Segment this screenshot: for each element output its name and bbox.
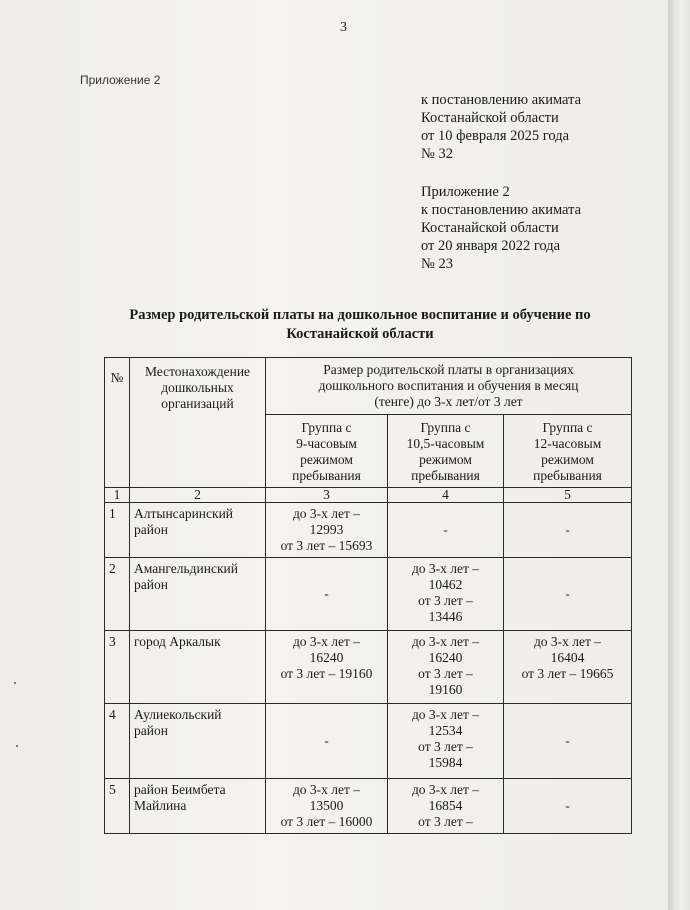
column-number: 2 bbox=[130, 488, 266, 503]
fee-group-9: до 3-х лет – 12993 от 3 лет – 15693 bbox=[266, 503, 388, 558]
table-row bbox=[105, 779, 632, 834]
fee-group-12: - bbox=[504, 704, 632, 779]
row-num: 5 bbox=[105, 779, 130, 834]
resolution-reference-current bbox=[421, 91, 581, 163]
reference-line: к постановлению акимата bbox=[421, 202, 582, 218]
row-location: Амангельдинский район bbox=[130, 558, 266, 631]
reference-line: Костанайской области bbox=[421, 110, 559, 126]
column-number: 4 bbox=[388, 488, 504, 503]
fee-group-10: до 3-х лет – 12534 от 3 лет – 15984 bbox=[388, 704, 504, 779]
resolution-reference-original bbox=[421, 183, 581, 273]
fee-group-12: - bbox=[504, 503, 632, 558]
column-number: 5 bbox=[504, 488, 632, 503]
fee-group-10: до 3-х лет – 16854 от 3 лет – bbox=[388, 779, 504, 834]
fee-group-9: - bbox=[266, 704, 388, 779]
header-num: № bbox=[105, 358, 130, 488]
fee-group-9: до 3-х лет – 13500 от 3 лет – 16000 bbox=[266, 779, 388, 834]
header-group-10: Группа с 10,5-часовым режимом пребывания bbox=[388, 415, 504, 488]
title-line: Костанайской области bbox=[286, 326, 434, 342]
row-location: город Аркалык bbox=[130, 631, 266, 704]
title-line: Размер родительской платы на дошкольное воспитание и обучение по bbox=[129, 307, 591, 323]
paper-speck bbox=[16, 745, 18, 747]
column-number-row bbox=[105, 488, 632, 503]
fee-group-10: - bbox=[388, 503, 504, 558]
reference-line: Костанайской области bbox=[421, 220, 559, 236]
document-title bbox=[90, 306, 630, 344]
header-group-9: Группа с 9-часовым режимом пребывания bbox=[266, 415, 388, 488]
reference-line: от 10 февраля 2025 года bbox=[421, 128, 570, 144]
column-number: 1 bbox=[105, 488, 130, 503]
fee-group-9: - bbox=[266, 558, 388, 631]
fee-group-12: до 3-х лет – 16404 от 3 лет – 19665 bbox=[504, 631, 632, 704]
column-number: 3 bbox=[266, 488, 388, 503]
row-num: 1 bbox=[105, 503, 130, 558]
table-row bbox=[105, 503, 632, 558]
row-num: 3 bbox=[105, 631, 130, 704]
page-number: 3 bbox=[340, 20, 347, 35]
corner-label: Приложение 2 bbox=[80, 73, 161, 87]
row-num: 2 bbox=[105, 558, 130, 631]
row-location: район Беимбета Майлина bbox=[130, 779, 266, 834]
fee-group-10: до 3-х лет – 10462 от 3 лет – 13446 bbox=[388, 558, 504, 631]
fee-group-12: - bbox=[504, 558, 632, 631]
fee-table bbox=[104, 357, 632, 834]
page-edge-stack bbox=[668, 0, 690, 910]
fee-group-9: до 3-х лет – 16240 от 3 лет – 19160 bbox=[266, 631, 388, 704]
fee-group-12: - bbox=[504, 779, 632, 834]
header-row bbox=[105, 358, 632, 415]
table-row bbox=[105, 631, 632, 704]
reference-line: к постановлению акимата bbox=[421, 92, 582, 108]
row-location: Алтынсаринский район bbox=[130, 503, 266, 558]
table-row bbox=[105, 558, 632, 631]
table-row bbox=[105, 704, 632, 779]
fee-group-10: до 3-х лет – 16240 от 3 лет – 19160 bbox=[388, 631, 504, 704]
row-num: 4 bbox=[105, 704, 130, 779]
paper-speck bbox=[14, 682, 16, 684]
reference-line: № 32 bbox=[421, 146, 453, 162]
header-group-12: Группа с 12-часовым режимом пребывания bbox=[504, 415, 632, 488]
header-fee: Размер родительской платы в организациях дошкольного воспитания и обучения в месяц (тенге) до 3-х лет/от 3 лет bbox=[266, 358, 632, 415]
reference-line: № 23 bbox=[421, 256, 453, 272]
header-location: Местонахождение дошкольных организаций bbox=[130, 358, 266, 488]
reference-line: Приложение 2 bbox=[421, 184, 510, 200]
row-location: Аулиекольский район bbox=[130, 704, 266, 779]
reference-line: от 20 января 2022 года bbox=[421, 238, 561, 254]
